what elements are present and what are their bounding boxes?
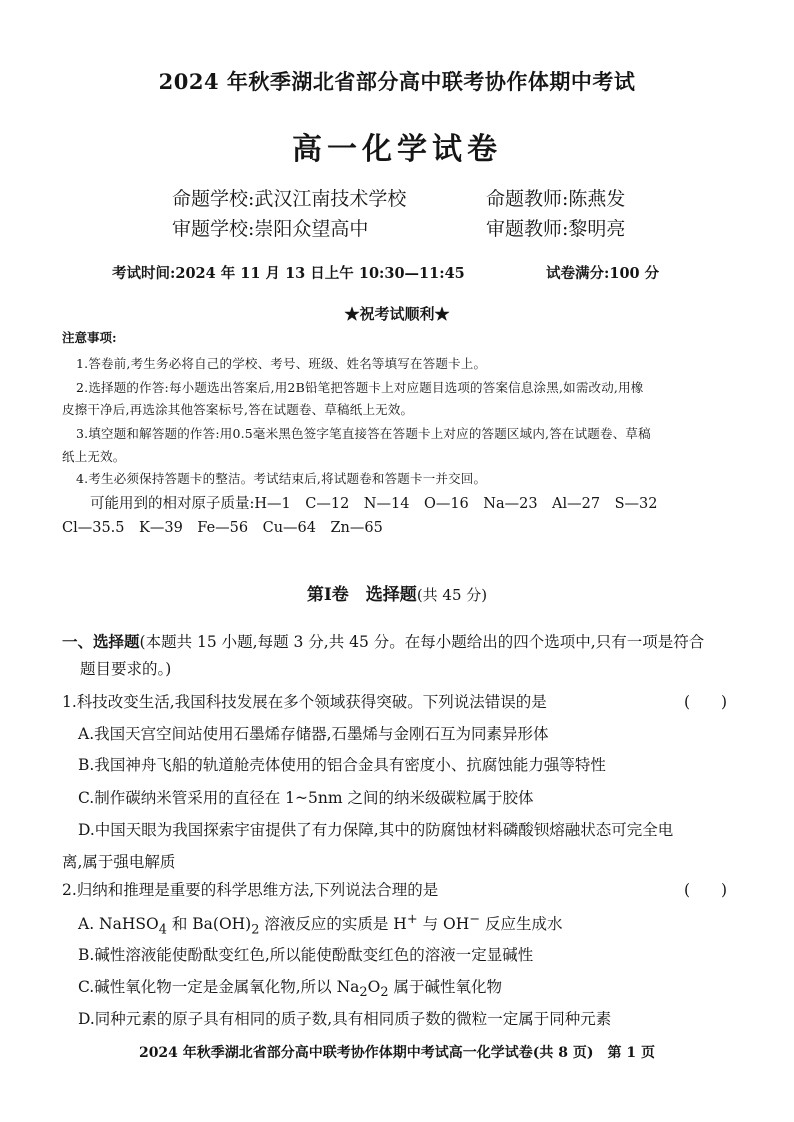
q2c-subscript: 2: [380, 985, 389, 1001]
q2a-subscript: 2: [251, 922, 260, 938]
section-title-text: 第Ⅰ卷 选择题: [306, 585, 417, 605]
q2c-part: 属于碱性氧化物: [388, 978, 502, 996]
notice-item-1: 1.答卷前,考生务必将自己的学校、考号、班级、姓名等填写在答题卡上。: [76, 356, 487, 371]
question-2-answer-blank: ( ): [684, 881, 728, 899]
q2a-part: 与 OH: [417, 915, 470, 934]
question-2-stem: 2.归纳和推理是重要的科学思维方法,下列说法合理的是: [62, 881, 439, 899]
reviewer-teacher: 审题教师:黎明亮: [486, 218, 626, 240]
part-one-intro: [62, 630, 704, 652]
question-1-stem: 1.科技改变生活,我国科技发展在多个领域获得突破。下列说法错误的是: [62, 693, 547, 711]
question-2-option-a: [78, 912, 563, 937]
q2c-subscript: 2: [359, 985, 368, 1001]
q2a-subscript: 4: [158, 922, 167, 938]
notice-heading: 注意事项:: [62, 330, 117, 345]
question-1-answer-blank: ( ): [684, 693, 728, 711]
notice-item-2: 2.选择题的作答:每小题选出答案后,用2B铅笔把答题卡上对应题目选项的答案信息涂黑,如需改动,用橡: [76, 380, 644, 395]
question-2-option-b: B.碱性溶液能使酚酞变红色,所以能使酚酞变红色的溶液一定显碱性: [78, 946, 534, 964]
setter-teacher: 命题教师:陈燕发: [486, 188, 626, 210]
good-luck-banner: ★祝考试顺利★: [344, 305, 450, 323]
q2a-superscript: +: [406, 912, 418, 927]
section-title: [0, 580, 794, 605]
question-1-option-a: A.我国天宫空间站使用石墨烯存储器,石墨烯与金刚石互为同素异形体: [78, 725, 549, 743]
exam-title: 2024 年秋季湖北省部分高中联考协作体期中考试: [158, 69, 636, 94]
question-1-option-d: D.中国天眼为我国探索宇宙提供了有力保障,其中的防腐蚀材料磷酸钡熔融状态可完全电: [78, 821, 674, 839]
question-1-option-c: C.制作碳纳米管采用的直径在 1~5nm 之间的纳米级碳粒属于胶体: [78, 789, 534, 807]
question-1-option-b: B.我国神舟飞船的轨道舱壳体使用的铝合金具有密度小、抗腐蚀能力强等特性: [78, 756, 606, 774]
setter-school: 命题学校:武汉江南技术学校: [172, 188, 407, 210]
q2a-part: A. NaHSO: [78, 915, 159, 934]
full-score: 试卷满分:100 分: [546, 265, 660, 282]
atomic-mass-line-1: 可能用到的相对原子质量:H—1 C—12 N—14 O—16 Na—23 Al—27 S—32: [90, 496, 658, 512]
question-2-option-c: [78, 975, 502, 1000]
atomic-mass-line-2: Cl—35.5 K—39 Fe—56 Cu—64 Zn—65: [62, 520, 383, 536]
notice-item-2-cont: 皮擦干净后,再选涂其他答案标号,答在试题卷、草稿纸上无效。: [62, 402, 414, 417]
notice-item-3-cont: 纸上无效。: [62, 449, 126, 464]
reviewer-school: 审题学校:崇阳众望高中: [172, 218, 369, 240]
notice-item-4: 4.考生必须保持答题卡的整洁。考试结束后,将试题卷和答题卡一并交回。: [76, 471, 487, 486]
q2a-part: 溶液反应的实质是 H: [259, 915, 407, 934]
question-2-option-d: D.同种元素的原子具有相同的质子数,具有相同质子数的微粒一定属于同种元素: [78, 1010, 612, 1028]
q2c-part: C.碱性氧化物一定是金属氧化物,所以 Na: [78, 978, 360, 996]
section-score: (共 45 分): [416, 586, 488, 604]
part-one-instructions: (本题共 15 小题,每题 3 分,共 45 分。在每小题给出的四个选项中,只有一项是符合: [139, 633, 705, 651]
notice-item-3: 3.填空题和解答题的作答:用0.5毫米黑色签字笔直接答在答题卡上对应的答题区域内,答在试题卷、草稿: [76, 426, 651, 441]
q2a-superscript: −: [469, 912, 481, 927]
q2a-part: 和 Ba(OH): [166, 915, 252, 934]
q2c-part: O: [367, 978, 381, 996]
subject-title: 高一化学试卷: [292, 132, 502, 167]
part-one-instructions-cont: 题目要求的。): [80, 660, 172, 678]
part-one-label: 一、选择题: [62, 632, 140, 651]
question-1-option-d-cont: 离,属于强电解质: [62, 853, 176, 871]
exam-time: 考试时间:2024 年 11 月 13 日上午 10:30—11:45: [112, 265, 465, 282]
page-footer: 2024 年秋季湖北省部分高中联考协作体期中考试高一化学试卷(共 8 页) 第 1 页: [138, 1045, 656, 1061]
q2a-part: 反应生成水: [480, 915, 563, 934]
